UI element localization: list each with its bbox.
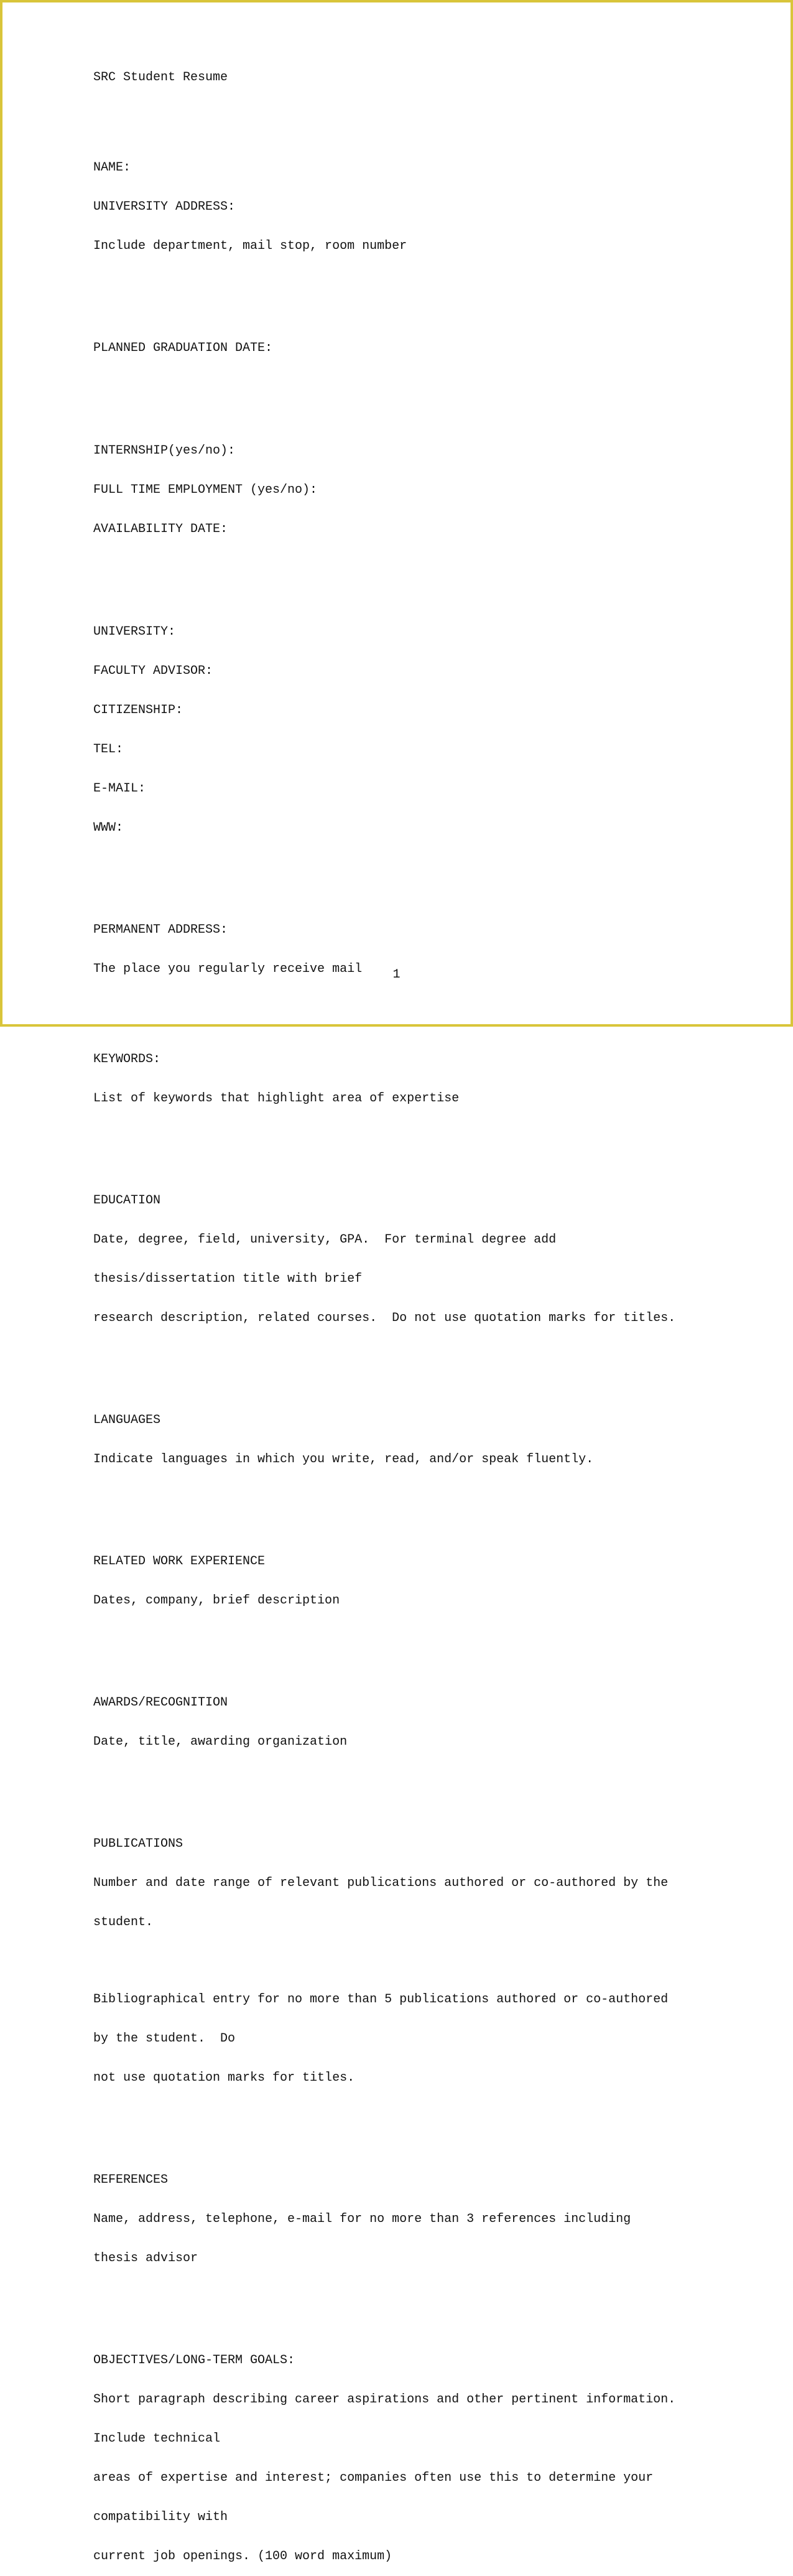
objectives-line: current job openings. (100 word maximum) — [93, 2549, 392, 2564]
spacer — [93, 2291, 765, 2315]
university-address-hint: Include department, mail stop, room number — [93, 239, 407, 253]
spacer — [93, 381, 765, 405]
education-line: research description, related courses. Do not use quotation marks for titles. — [93, 1311, 676, 1325]
work-experience-heading: RELATED WORK EXPERIENCE — [93, 1554, 266, 1569]
objectives-line: Short paragraph describing career aspirations and other pertinent information. — [93, 2392, 676, 2407]
references-line: thesis advisor — [93, 2251, 198, 2266]
permanent-address-hint: The place you regularly receive mail — [93, 962, 363, 976]
objectives-line: compatibility with — [93, 2510, 228, 2524]
email-field: E-MAIL: — [93, 782, 146, 796]
references-heading: REFERENCES — [93, 2173, 169, 2187]
spacer — [93, 1955, 765, 1967]
permanent-address-heading: PERMANENT ADDRESS: — [93, 923, 228, 937]
university-address-field: UNIVERSITY ADDRESS: — [93, 200, 236, 214]
spacer — [93, 1775, 765, 1798]
spacer — [93, 562, 765, 586]
university-field: UNIVERSITY: — [93, 625, 176, 639]
spacer — [93, 279, 765, 302]
publications-heading: PUBLICATIONS — [93, 1837, 183, 1851]
publications-line: by the student. Do — [93, 2032, 236, 2046]
objectives-heading: OBJECTIVES/LONG-TERM GOALS: — [93, 2353, 295, 2368]
full-time-employment-field: FULL TIME EMPLOYMENT (yes/no): — [93, 483, 318, 497]
page-number: 1 — [392, 968, 401, 982]
spacer — [93, 861, 765, 884]
faculty-advisor-field: FACULTY ADVISOR: — [93, 664, 213, 678]
spacer — [93, 110, 765, 122]
languages-hint: Indicate languages in which you write, read, and/or speak fluently. — [93, 1452, 594, 1467]
spacer — [93, 1492, 765, 1516]
languages-heading: LANGUAGES — [93, 1413, 161, 1427]
awards-heading: AWARDS/RECOGNITION — [93, 1696, 228, 1710]
work-experience-hint: Dates, company, brief description — [93, 1594, 340, 1608]
objectives-line: areas of expertise and interest; companies often use this to determine your — [93, 2471, 654, 2485]
spacer — [93, 1002, 765, 1014]
publications-line: not use quotation marks for titles. — [93, 2071, 355, 2085]
graduation-date-field: PLANNED GRADUATION DATE: — [93, 341, 273, 355]
keywords-hint: List of keywords that highlight area of expertise — [93, 1091, 460, 1106]
publications-line: student. — [93, 1915, 154, 1930]
education-heading: EDUCATION — [93, 1193, 161, 1208]
spacer — [93, 1131, 765, 1155]
spacer — [93, 1351, 765, 1374]
tel-field: TEL: — [93, 742, 124, 757]
awards-hint: Date, title, awarding organization — [93, 1735, 348, 1749]
name-field: NAME: — [93, 161, 131, 175]
references-line: Name, address, telephone, e-mail for no more than 3 references including — [93, 2212, 631, 2226]
resume-document — [93, 45, 765, 2576]
spacer — [93, 1633, 765, 1657]
education-line: Date, degree, field, university, GPA. For terminal degree add — [93, 1233, 557, 1247]
education-line: thesis/dissertation title with brief — [93, 1272, 363, 1286]
publications-line: Number and date range of relevant publications authored or co-authored by the — [93, 1876, 669, 1890]
objectives-line: Include technical — [93, 2432, 221, 2446]
citizenship-field: CITIZENSHIP: — [93, 703, 183, 717]
keywords-heading: KEYWORDS: — [93, 1052, 161, 1066]
www-field: WWW: — [93, 821, 124, 835]
document-title: SRC Student Resume — [93, 70, 228, 85]
availability-date-field: AVAILABILITY DATE: — [93, 522, 228, 536]
internship-field: INTERNSHIP(yes/no): — [93, 444, 236, 458]
spacer — [93, 2111, 765, 2134]
publications-line: Bibliographical entry for no more than 5 publications authored or co-authored — [93, 1992, 669, 2007]
